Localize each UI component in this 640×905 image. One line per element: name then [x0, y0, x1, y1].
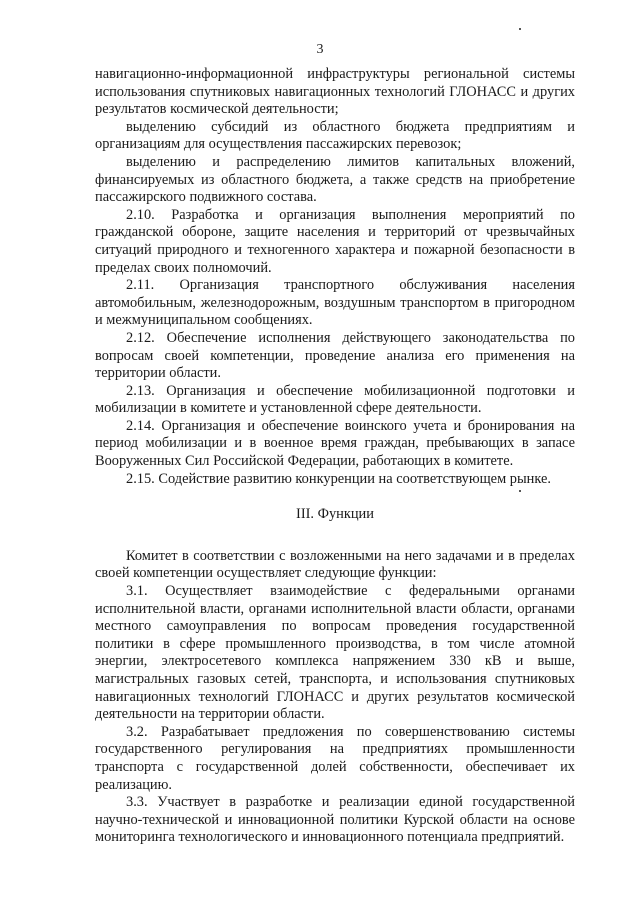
- paragraph-2-11: 2.11. Организация транспортного обслуживания населения автомобильным, железнодорожным, воздушным транспортом в пригородном и межмуниципальном сообщениях.: [95, 277, 575, 329]
- paragraph: выделению и распределению лимитов капитальных вложений, финансируемых из областного бюджета, а также средств на приобретение пассажирского подвижного состава.: [95, 153, 575, 206]
- paragraph-3-2: 3.2. Разрабатывает предложения по совершенствованию системы государственного регулирования на предприятиях промышленности транспорта с государственной долей собственности, обеспечивает их реализацию.: [95, 723, 575, 793]
- scan-artifact-dot: [519, 28, 521, 30]
- page-number: 3: [316, 42, 324, 57]
- paragraph-2-13: 2.13. Организация и обеспечение мобилизационной подготовки и мобилизации в комитете и установленной сфере деятельности.: [95, 382, 575, 417]
- paragraph: навигационно-информационной инфраструктуры региональной системы использования спутниковых навигационных технологий ГЛОНАСС и других результатов космической деятельности;: [95, 66, 575, 118]
- paragraph-2-14: 2.14. Организация и обеспечение воинского учета и бронирования на период мобилизации и в военное время граждан, пребывающих в запасе Вооруженных Сил Российской Федерации, работающих в комитете.: [95, 417, 575, 470]
- paragraph-3-1: 3.1. Осуществляет взаимодействие с федеральными органами исполнительной власти, органами исполнительной власти области, органами местного самоуправления по вопросам проведения государственной политики в сфере промышленного производства, в том числе атомной энергии, электросетевого комплекса напряжением 330 кВ и выше, магистральных газовых сетей, транспорта, и использования спутниковых навигационных технологий ГЛОНАСС и других результатов космической деятельности на территории области.: [95, 583, 575, 723]
- paragraph-2-12: 2.12. Обеспечение исполнения действующего законодательства по вопросам своей компетенции, проведение анализа его применения на территории области.: [95, 329, 575, 382]
- section-heading: III. Функции: [296, 506, 374, 523]
- paragraph: выделению субсидий из областного бюджета предприятиям и организациям для осуществления пассажирских перевозок;: [95, 118, 575, 153]
- document-body: [95, 66, 575, 847]
- paragraph-intro: Комитет в соответствии с возложенными на него задачами и в пределах своей компетенции осуществляет следующие функции:: [95, 547, 575, 582]
- paragraph-2-15: 2.15. Содействие развитию конкуренции на соответствующем рынке.: [126, 470, 551, 487]
- paragraph-2-10: 2.10. Разработка и организация выполнения мероприятий по гражданской обороне, защите населения и территорий от чрезвычайных ситуаций природного и техногенного характера и пожарной безопасности в пределах своих полномочий.: [95, 206, 575, 276]
- paragraph-3-3: 3.3. Участвует в разработке и реализации единой государственной научно-технической и инновационной политики Курской области на основе мониторинга технологического и инновационного потенциала предприятий.: [95, 794, 575, 846]
